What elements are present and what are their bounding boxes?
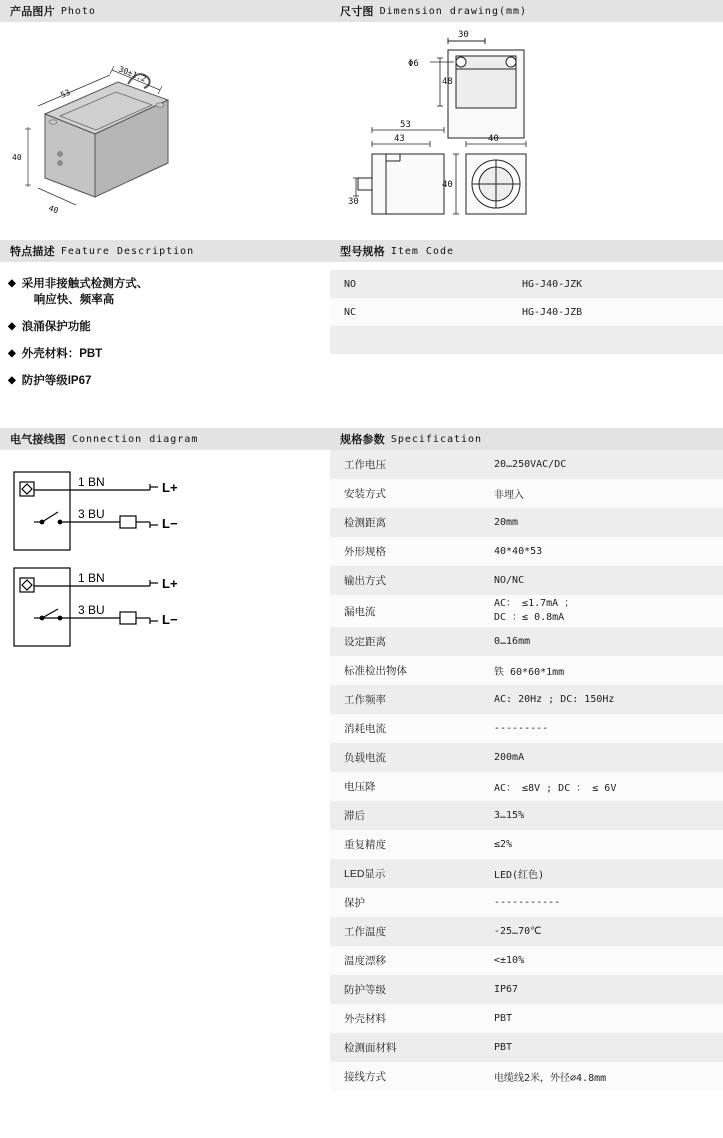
table-row (330, 772, 723, 801)
feature-header-en: Feature Description (60, 245, 195, 257)
dimension-header-cn: 尺寸图 (340, 6, 374, 18)
table-row (330, 975, 723, 1004)
table-row (330, 1062, 723, 1091)
diamond-icon: ◆ (8, 348, 16, 359)
product-photo (0, 22, 330, 222)
item-code-value: HG-J40-JZK (490, 270, 723, 298)
spec-value: IP67 (480, 975, 723, 1004)
table-row (330, 450, 723, 479)
spec-value: 电缆线2米，外径∅4.8mm (480, 1062, 723, 1091)
spec-key: 防护等级 (330, 975, 480, 1004)
feature-text: 外壳材料：PBT (21, 348, 103, 360)
photo-label-53: 53 (59, 87, 72, 100)
wiring1-bn-label: 1 BN (78, 475, 105, 489)
spec-value: 200mA (480, 743, 723, 772)
feature-text: 采用非接触式检测方式、 (21, 278, 149, 290)
spec-value: 铁 60*60*1mm (480, 656, 723, 685)
wiring-column (0, 428, 330, 1091)
spec-key: 温度漂移 (330, 946, 480, 975)
spec-key: 滞后 (330, 801, 480, 830)
specification-table (330, 450, 723, 1091)
feature-column (0, 240, 330, 400)
table-row (330, 537, 723, 566)
diamond-icon: ◆ (8, 375, 16, 386)
dim-label-30-side: 30 (348, 197, 359, 207)
wiring1-lminus-label: L− (162, 516, 178, 531)
spec-value: 0…16mm (480, 627, 723, 656)
spec-key: 设定距离 (330, 627, 480, 656)
spec-key: LED显示 (330, 859, 480, 888)
photo-header-cn: 产品图片 (10, 6, 55, 18)
table-row (330, 270, 723, 298)
top-row (0, 0, 723, 222)
spec-value: AC： ≤1.7mA ； DC ：≤ 0.8mA (480, 595, 723, 627)
spec-key: 电压降 (330, 772, 480, 801)
table-row (330, 859, 723, 888)
dim-label-phi6: Φ6 (408, 59, 419, 69)
feature-text: 浪涌保护功能 (21, 321, 91, 333)
feature-list (0, 262, 330, 389)
table-row (330, 326, 723, 354)
feature-section-header (0, 240, 330, 262)
spec-key: 漏电流 (330, 595, 480, 627)
spec-value: 3…15% (480, 801, 723, 830)
wiring-header-en: Connection diagram (72, 433, 199, 445)
itemcode-header-en: Item Code (390, 245, 454, 257)
dimension-drawing (330, 22, 723, 222)
list-item (8, 276, 324, 308)
table-row (330, 917, 723, 946)
wiring2-bu-label: 3 BU (78, 603, 105, 617)
item-code-value (490, 326, 723, 354)
dim-label-40-w: 40 (488, 134, 499, 144)
spec-key: 工作电压 (330, 450, 480, 479)
list-item (8, 319, 324, 335)
itemcode-section-header (330, 240, 723, 262)
spec-key: 检测距离 (330, 508, 480, 537)
spec-header-en: Specification (390, 433, 483, 445)
spec-value: --------- (480, 714, 723, 743)
spec-value: LED(红色) (480, 859, 723, 888)
feature-header-cn: 特点描述 (10, 246, 55, 258)
spec-section-header (330, 428, 723, 450)
table-row (330, 656, 723, 685)
spec-key: 外形规格 (330, 537, 480, 566)
spec-value: AC: 20Hz ; DC: 150Hz (480, 685, 723, 714)
wiring1-lplus-label: L+ (162, 480, 178, 495)
photo-label-40-depth: 40 (47, 203, 60, 216)
dimension-header-en: Dimension drawing(mm) (379, 5, 528, 17)
table-row (330, 685, 723, 714)
spec-value: AC： ≤8V ; DC ： ≤ 6V (480, 772, 723, 801)
table-row (330, 627, 723, 656)
feature-text-line2: 响应快、频率高 (33, 294, 115, 306)
diamond-icon: ◆ (8, 321, 16, 332)
table-row (330, 1033, 723, 1062)
table-row (330, 595, 723, 627)
spec-value: PBT (480, 1004, 723, 1033)
spec-value: PBT (480, 1033, 723, 1062)
diamond-icon: ◆ (8, 278, 16, 289)
photo-label-len-top: 30±1.2 (117, 64, 148, 84)
wiring2-lplus-label: L+ (162, 576, 178, 591)
spec-value: ----------- (480, 888, 723, 917)
photo-section-header (0, 0, 330, 22)
spec-value: 非埋入 (480, 479, 723, 508)
row-features-codes (0, 240, 723, 400)
item-code-type (330, 326, 490, 354)
wiring-section-header (0, 428, 330, 450)
dim-label-40-h: 40 (442, 180, 453, 190)
table-row (330, 743, 723, 772)
table-row (330, 801, 723, 830)
spec-value: NO/NC (480, 566, 723, 595)
spec-value: ≤2% (480, 830, 723, 859)
table-row (330, 946, 723, 975)
list-item (8, 373, 324, 389)
spec-key: 重复精度 (330, 830, 480, 859)
dimension-section-header (330, 0, 723, 22)
item-code-type: NO (330, 270, 490, 298)
spec-key: 保护 (330, 888, 480, 917)
spec-key: 工作频率 (330, 685, 480, 714)
itemcode-header-cn: 型号规格 (340, 246, 385, 258)
dim-label-53: 53 (400, 120, 411, 130)
spec-key: 消耗电流 (330, 714, 480, 743)
table-row (330, 1004, 723, 1033)
spec-key: 输出方式 (330, 566, 480, 595)
spec-key: 外壳材料 (330, 1004, 480, 1033)
spec-key: 安装方式 (330, 479, 480, 508)
spec-header-cn: 规格参数 (340, 434, 385, 446)
item-code-value: HG-J40-JZB (490, 298, 723, 326)
spec-value: -25…70℃ (480, 917, 723, 946)
table-row (330, 714, 723, 743)
wiring1-bu-label: 3 BU (78, 507, 105, 521)
photo-label-40-height: 40 (12, 153, 22, 162)
spec-key: 检测面材料 (330, 1033, 480, 1062)
item-code-type: NC (330, 298, 490, 326)
table-row (330, 566, 723, 595)
list-item (8, 346, 324, 362)
spec-key: 标准检出物体 (330, 656, 480, 685)
wiring2-bn-label: 1 BN (78, 571, 105, 585)
spec-value: 40*40*53 (480, 537, 723, 566)
wiring2-lminus-label: L− (162, 612, 178, 627)
table-row (330, 508, 723, 537)
spec-key: 工作温度 (330, 917, 480, 946)
item-code-table (330, 270, 723, 354)
table-row (330, 830, 723, 859)
dim-label-48: 48 (442, 77, 453, 87)
spec-column (330, 428, 723, 1091)
spec-value: <±10% (480, 946, 723, 975)
spec-value: 20mm (480, 508, 723, 537)
table-row (330, 888, 723, 917)
photo-column (0, 0, 330, 222)
table-row (330, 298, 723, 326)
spec-value: 20…250VAC/DC (480, 450, 723, 479)
connection-diagrams (0, 450, 330, 670)
wiring-header-cn: 电气接线图 (10, 434, 66, 446)
dimension-column (330, 0, 723, 222)
itemcode-column (330, 240, 723, 400)
spec-key: 接线方式 (330, 1062, 480, 1091)
dim-label-43: 43 (394, 134, 405, 144)
photo-header-en: Photo (60, 5, 96, 17)
table-row (330, 479, 723, 508)
row-wiring-spec (0, 428, 723, 1091)
feature-text: 防护等级IP67 (21, 375, 92, 387)
dim-label-30-top: 30 (458, 30, 469, 40)
spec-key: 负载电流 (330, 743, 480, 772)
